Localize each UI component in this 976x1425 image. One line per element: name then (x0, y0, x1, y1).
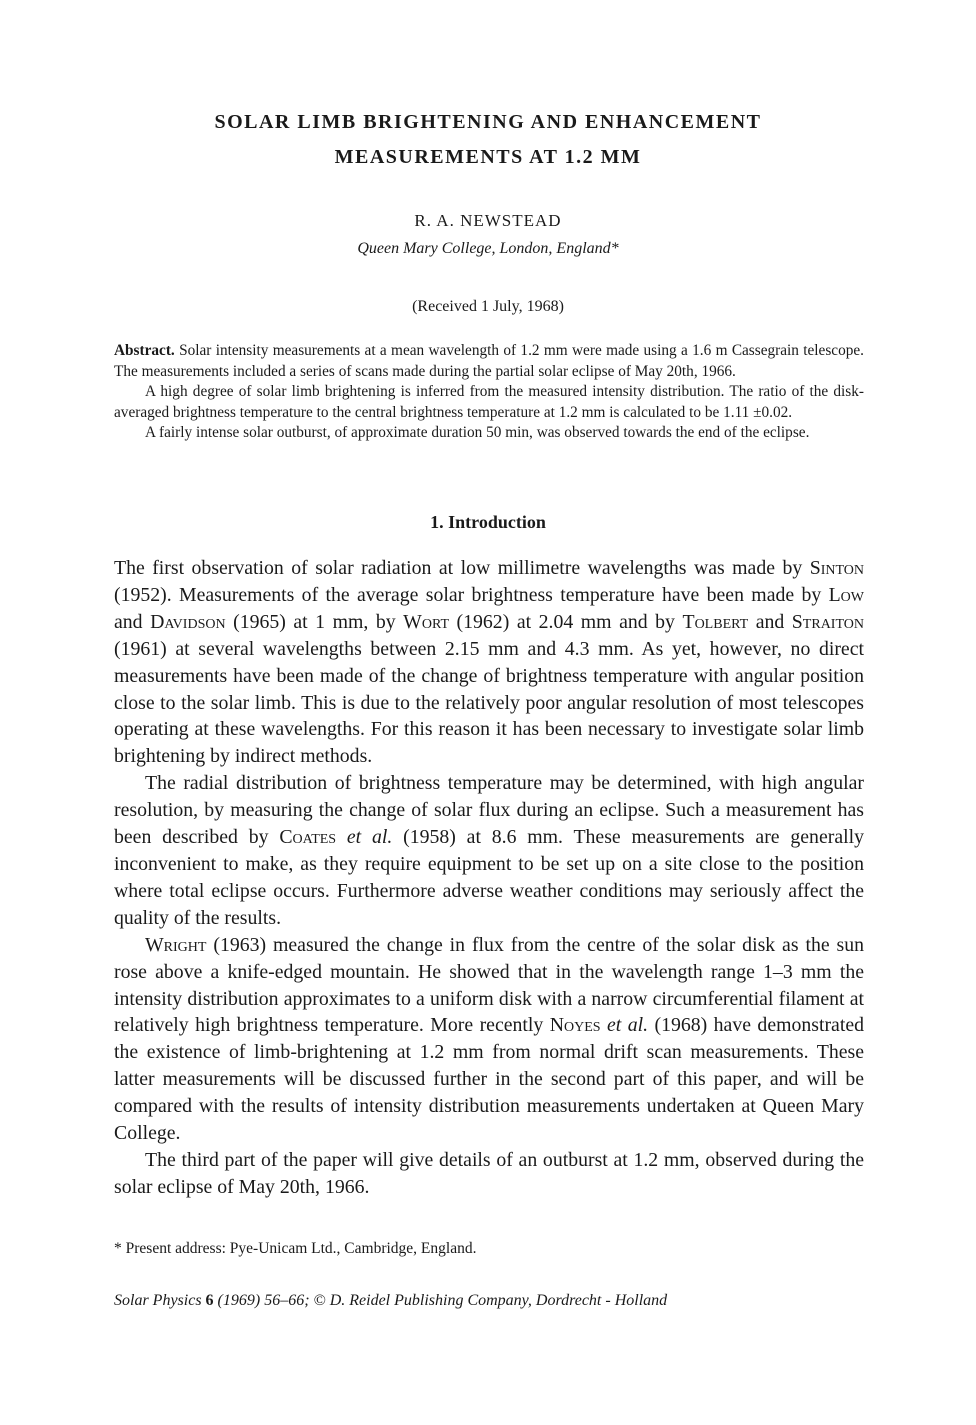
author-citation: Coates (279, 826, 337, 849)
affiliation: Queen Mary College, London, England* (357, 240, 619, 257)
text-run: The radial distribution of brightness temperature may be determined, with high angular resolution, by measuring the change of solar flux during an eclipse. Such a measurement has been described by (114, 772, 864, 849)
text-run: (1963) measured the change in flux from the centre of the solar disk as the sun rose above a knife-edged mountain. He showed that in the wavelength range 1–3 mm the intensity distribution approximates to a uniform disk with a narrow circumferential filament at relatively high brightness temperature. More recently (114, 933, 864, 1037)
text-run: (1968) have demonstrated the existence of limb-brightening at 1.2 mm from normal drift scan measurements. These latter measurements will be discussed further in the second part of this paper, and will be compared with the results of intensity distribution measurements undertaken at Queen Mary College. (114, 1014, 864, 1145)
intro-paragraph-1 (114, 555, 864, 770)
title-line-1: SOLAR LIMB BRIGHTENING AND ENHANCEMENT (214, 111, 762, 133)
text-run: (1958) at 8.6 mm. These measurements are generally inconvenient to make, as they require equipment to be set up on a site close to the position where total eclipse occurs. Furthermore adverse weather conditions may seriously affect the quality of the results. (114, 826, 864, 929)
author-citation: Davidson (150, 610, 226, 633)
author-citation: Low (828, 583, 864, 606)
journal-citation (114, 1292, 864, 1310)
author-citation: Straiton (791, 610, 864, 633)
text-run: and (748, 610, 792, 633)
author-citation: Wright (145, 933, 207, 956)
author-citation: Tolbert (682, 610, 749, 633)
author-citation: Wort (403, 610, 450, 633)
received-date: (Received 1 July, 1968) (412, 298, 564, 315)
author-citation: Noyes (549, 1014, 601, 1037)
author-citation: Sinton (809, 557, 864, 579)
abstract-paragraph-1 (114, 341, 864, 382)
abstract-paragraph-3: A fairly intense solar outburst, of approximate duration 50 min, was observed towards the end of the eclipse. (145, 424, 810, 441)
intro-paragraph-4: The third part of the paper will give details of an outburst at 1.2 mm, observed during the solar eclipse of May 20th, 1966. (114, 1148, 864, 1198)
intro-paragraph-2 (114, 770, 864, 931)
text-run: (1965) at 1 mm, by (225, 610, 404, 633)
journal-volume: 6 (205, 1292, 214, 1309)
journal-name: Solar Physics (114, 1292, 202, 1309)
text-run: (1961) at several wavelengths between 2.15 mm and 4.3 mm. As yet, however, no direct measurements have been made of the change of brightness temperature with angular position close to the solar limb. This is due to the relatively poor angular resolution of most telescopes operating at these wavelengths. For this reason it has been necessary to investigate solar limb brightening by indirect methods. (114, 637, 864, 768)
journal-details: (1969) 56–66; © D. Reidel Publishing Company, Dordrecht - Holland (213, 1292, 668, 1309)
text-run: (1962) at 2.04 mm and by (449, 610, 683, 633)
introduction-body (114, 555, 864, 1201)
text-run: and (114, 610, 151, 633)
title-line-2: MEASUREMENTS AT 1.2 MM (334, 146, 642, 168)
abstract (114, 341, 864, 444)
footnote: * Present address: Pye-Unicam Ltd., Cambridge, England. (114, 1240, 477, 1257)
abstract-text-1: Solar intensity measurements at a mean wavelength of 1.2 mm were made using a 1.6 m Cassegrain telescope. The measurements included a series of scans made during the partial solar eclipse of May 20th, 1966. (114, 342, 864, 380)
author: R. A. NEWSTEAD (414, 211, 562, 230)
abstract-label: Abstract. (114, 342, 175, 359)
et-al: et al. (607, 1014, 649, 1037)
text-run: The first observation of solar radiation at low millimetre wavelengths was made by (114, 557, 810, 579)
et-al: et al. (346, 826, 393, 849)
abstract-paragraph-2: A high degree of solar limb brightening is inferred from the measured intensity distribution. The ratio of the disk-averaged brightness temperature to the central brightness temperature at 1.2 mm is calculated to be 1.11 ±0.02. (114, 383, 864, 421)
text-run: (1952). Measurements of the average solar brightness temperature have been made by (114, 583, 829, 606)
intro-paragraph-3 (114, 932, 864, 1147)
section-heading: 1. Introduction (430, 512, 546, 532)
